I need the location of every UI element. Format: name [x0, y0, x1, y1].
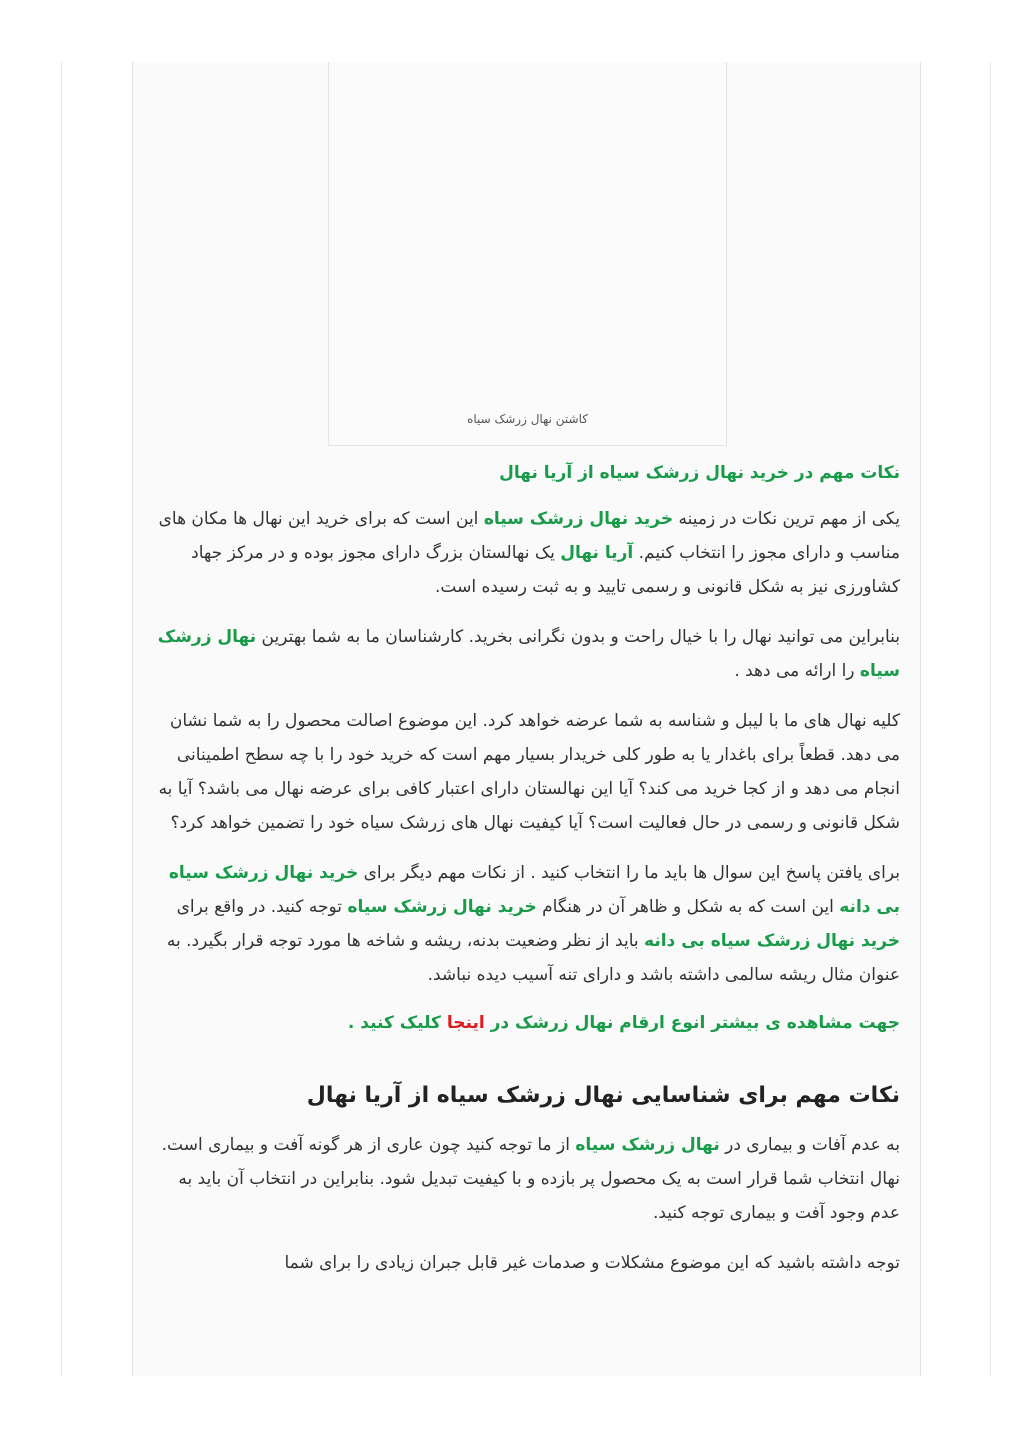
text: جهت مشاهده ی بیشتر انوع ارقام نهال زرشک در [484, 1013, 900, 1033]
text: یک نهالستان بزرگ دارای مجوز بوده و در مرکز جهاد کشاورزی نیز به شکل قانونی و رسمی تایید و به ثبت رسیده است. [191, 543, 900, 597]
keyword-link[interactable]: نهال زرشک سیاه [157, 627, 900, 681]
paragraph [153, 620, 900, 688]
keyword-link[interactable]: خرید نهال زرشک سیاه [347, 897, 537, 917]
article-column [132, 62, 921, 1376]
paragraph [153, 502, 900, 604]
text: این است که برای خرید این نهال ها مکان های مناسب و دارای مجوز را انتخاب کنیم. [158, 509, 900, 563]
paragraph [153, 1128, 900, 1230]
text: از ما توجه کنید چون عاری از هر گونه آفت و بیماری است. نهال انتخاب شما قرار است به یک محصول پر بازده و با کیفیت تبدیل شود. بنابراین در انتخاب آن باید به عدم وجود آفت و بیماری توجه کنید. [161, 1135, 900, 1223]
keyword-link[interactable]: خرید نهال زرشک سیاه بی دانه [644, 931, 900, 951]
keyword-link[interactable]: خرید نهال زرشک سیاه [483, 509, 674, 529]
text: این است که به شکل و ظاهر آن در هنگام [536, 897, 840, 917]
here-link[interactable]: اینجا [446, 1013, 485, 1033]
paragraph: کلیه نهال های ما با لیبل و شناسه به شما عرضه خواهد کرد. این موضوع اصالت محصول را به شما نشان می دهد. قطعاً برای باغدار یا به طور کلی خریدار بسیار مهم است که خرید خود را با چه سطح اطمینانی انجام می دهد و از کجا خرید می کند؟ آیا این نهالستان دارای اعتبار کافی برای عرضه نهال می باشد؟ آیا به شکل قانونی و رسمی در حال فعالیت است؟ آیا کیفیت نهال های زرشک سیاه خود را تضمین خواهد کرد؟ [158, 711, 900, 833]
text: باید از نظر وضعیت بدنه، ریشه و شاخه ها مورد توجه قرار بگیرد. به عنوان مثال ریشه سالمی داشته باشد و دارای تنه آسیب دیده نباشد. [166, 931, 900, 985]
paragraph: توجه داشته باشید که این موضوع مشکلات و صدمات غیر قابل جبران زیادی را برای شما [284, 1253, 900, 1273]
text: یکی از مهم ترین نکات در زمینه [673, 509, 900, 529]
text: بنابراین می توانید نهال را با خیال راحت و بدون نگرانی بخرید. کارشناسان ما به شما بهترین [256, 627, 900, 647]
article-body [153, 450, 900, 1296]
article-figure [328, 62, 727, 446]
text: کلیک کنید . [347, 1013, 447, 1033]
figure-caption: کاشتن نهال زرشک سیاه [467, 412, 588, 426]
text: را ارائه می دهد . [734, 661, 860, 681]
figure-image [329, 62, 726, 402]
call-to-action [153, 1008, 900, 1038]
keyword-link[interactable]: خرید نهال زرشک سیاه بی دانه [168, 863, 900, 917]
text: به عدم آفات و بیماری در [719, 1135, 900, 1155]
keyword-link[interactable]: آریا نهال [560, 543, 634, 563]
text: توجه کنید. در واقع برای [176, 897, 348, 917]
paragraph [153, 856, 900, 992]
text: برای یافتن پاسخ این سوال ها باید ما را انتخاب کنید . از نکات مهم دیگر برای [358, 863, 900, 883]
keyword-link[interactable]: نهال زرشک سیاه [575, 1135, 720, 1155]
section-heading-identification-tips: نکات مهم برای شناسایی نهال زرشک سیاه از آریا نهال [306, 1083, 900, 1108]
section-heading-buying-tips: نکات مهم در خرید نهال زرشک سیاه از آریا نهال [499, 463, 900, 483]
